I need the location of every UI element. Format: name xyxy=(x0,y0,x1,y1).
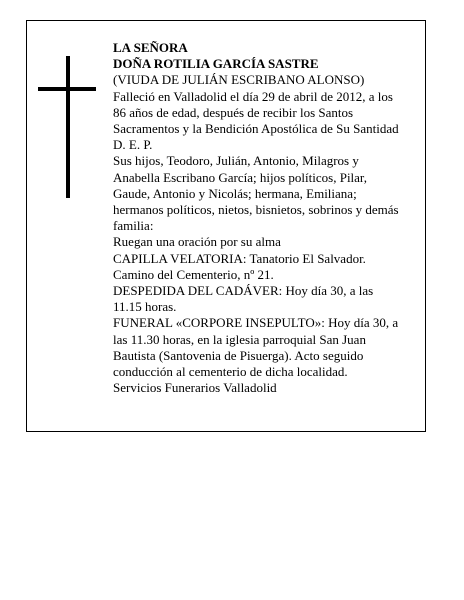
body-line: Gaude, Antonio y Nicolás; hermana, Emiliana; xyxy=(113,185,357,201)
body-line: familia: xyxy=(113,218,154,234)
body-line: hermanos políticos, nietos, bisnietos, sobrinos y demás xyxy=(113,202,399,218)
body-line: 11.15 horas. xyxy=(113,299,177,315)
body-line: CAPILLA VELATORIA: Tanatorio El Salvador. xyxy=(113,250,366,266)
body-line: FUNERAL «CORPORE INSEPULTO»: Hoy día 30, a xyxy=(113,315,399,331)
body-line: conducción al cementerio de dicha localidad. xyxy=(113,364,348,380)
cross-vertical-bar xyxy=(66,56,70,198)
body-line: Falleció en Valladolid el día 29 de abril de 2012, a los xyxy=(113,88,393,104)
widow-line: (VIUDA DE JULIÁN ESCRIBANO ALONSO) xyxy=(113,72,365,88)
body-line: Sus hijos, Teodoro, Julián, Antonio, Milagros y xyxy=(113,153,359,169)
body-line: Sacramentos y la Bendición Apostólica de Su Santidad xyxy=(113,121,399,137)
body-line: las 11.30 horas, en la iglesia parroquial San Juan xyxy=(113,331,366,347)
body-line: D. E. P. xyxy=(113,137,153,153)
cross-icon xyxy=(38,56,96,198)
deceased-name: DOÑA ROTILIA GARCÍA SASTRE xyxy=(113,56,319,72)
heading-line: LA SEÑORA xyxy=(113,40,188,55)
funeral-services-line: Servicios Funerarios Valladolid xyxy=(113,380,277,396)
body-line: 86 años de edad, después de recibir los Santos xyxy=(113,104,354,120)
body-line: Camino del Cementerio, nº 21. xyxy=(113,266,274,282)
cross-horizontal-bar xyxy=(38,87,96,91)
obituary-text xyxy=(113,40,425,396)
body-line: Bautista (Santovenia de Pisuerga). Acto seguido xyxy=(113,347,364,363)
body-line: Anabella Escribano García; hijos políticos, Pilar, xyxy=(113,169,367,185)
body-line: DESPEDIDA DEL CADÁVER: Hoy día 30, a las xyxy=(113,283,374,299)
body-line: Ruegan una oración por su alma xyxy=(113,234,281,250)
